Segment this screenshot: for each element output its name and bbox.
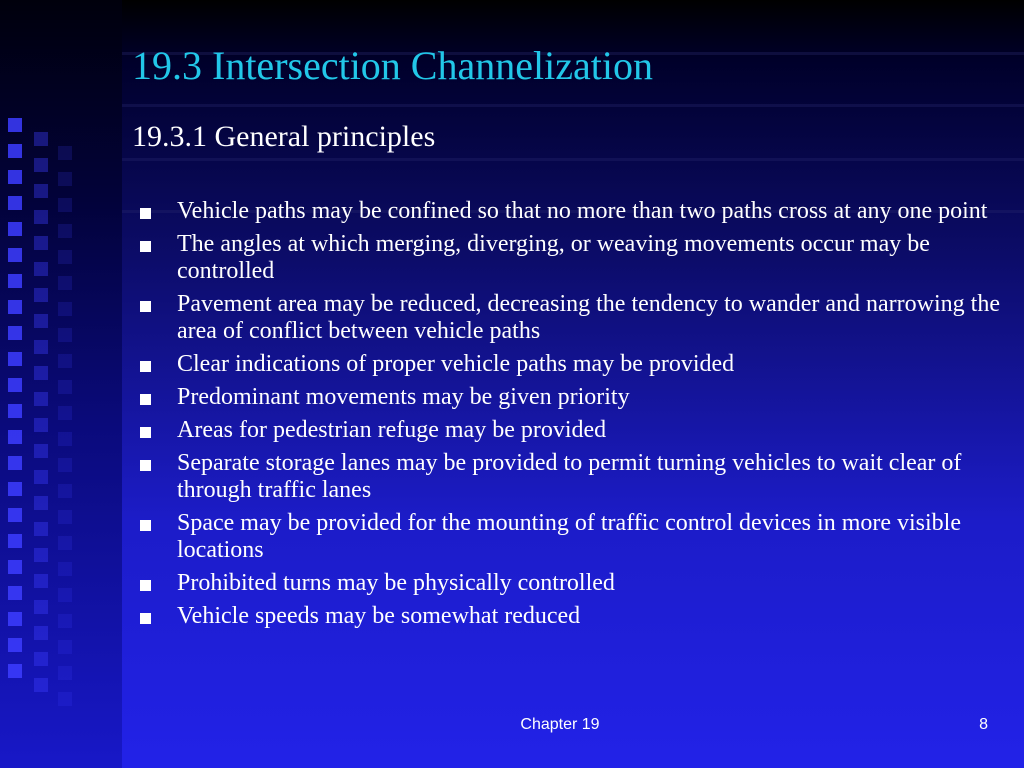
- background-band: [122, 158, 1024, 161]
- bullet-text: Clear indications of proper vehicle paths may be provided: [177, 351, 735, 377]
- background-band: [122, 104, 1024, 107]
- square-bullet-icon: [140, 208, 151, 219]
- bullet-item: [140, 198, 1010, 225]
- decorative-squares: [8, 118, 28, 678]
- bullet-text: Vehicle paths may be confined so that no more than two paths cross at any one point: [177, 198, 988, 224]
- decorative-squares-faint: [58, 146, 78, 706]
- bullet-item: [140, 450, 1010, 504]
- left-decorative-strip: [0, 0, 122, 768]
- square-bullet-icon: [140, 241, 151, 252]
- bullet-item: [140, 417, 1010, 444]
- bullet-text: Predominant movements may be given priority: [177, 384, 630, 410]
- square-bullet-icon: [140, 520, 151, 531]
- slide-subtitle: 19.3.1 General principles: [132, 120, 436, 153]
- bullet-item: [140, 510, 1010, 564]
- bullet-item: [140, 384, 1010, 411]
- footer-chapter: Chapter 19: [520, 716, 600, 733]
- bullet-text: Areas for pedestrian refuge may be provided: [177, 417, 607, 443]
- square-bullet-icon: [140, 460, 151, 471]
- page-number: 8: [979, 716, 988, 733]
- bullet-item: [140, 603, 1010, 630]
- bullet-item: [140, 351, 1010, 378]
- square-bullet-icon: [140, 427, 151, 438]
- bullet-text: Space may be provided for the mounting of traffic control devices in more visible locations: [177, 510, 961, 563]
- bullet-item: [140, 231, 1010, 285]
- square-bullet-icon: [140, 580, 151, 591]
- square-bullet-icon: [140, 394, 151, 405]
- bullet-text: The angles at which merging, diverging, or weaving movements occur may be controlled: [177, 231, 930, 284]
- square-bullet-icon: [140, 301, 151, 312]
- slide-title: 19.3 Intersection Channelization: [132, 43, 653, 88]
- bullet-text: Prohibited turns may be physically controlled: [177, 570, 615, 596]
- square-bullet-icon: [140, 361, 151, 372]
- bullet-item: [140, 291, 1010, 345]
- square-bullet-icon: [140, 613, 151, 624]
- bullet-text: Pavement area may be reduced, decreasing the tendency to wander and narrowing the area of conflict between vehicle paths: [177, 291, 1000, 344]
- bullet-text: Vehicle speeds may be somewhat reduced: [177, 603, 581, 629]
- bullet-text: Separate storage lanes may be provided to permit turning vehicles to wait clear of through traffic lanes: [177, 450, 962, 503]
- bullet-item: [140, 570, 1010, 597]
- bullet-list: [140, 198, 1010, 636]
- decorative-squares-faded: [34, 132, 54, 692]
